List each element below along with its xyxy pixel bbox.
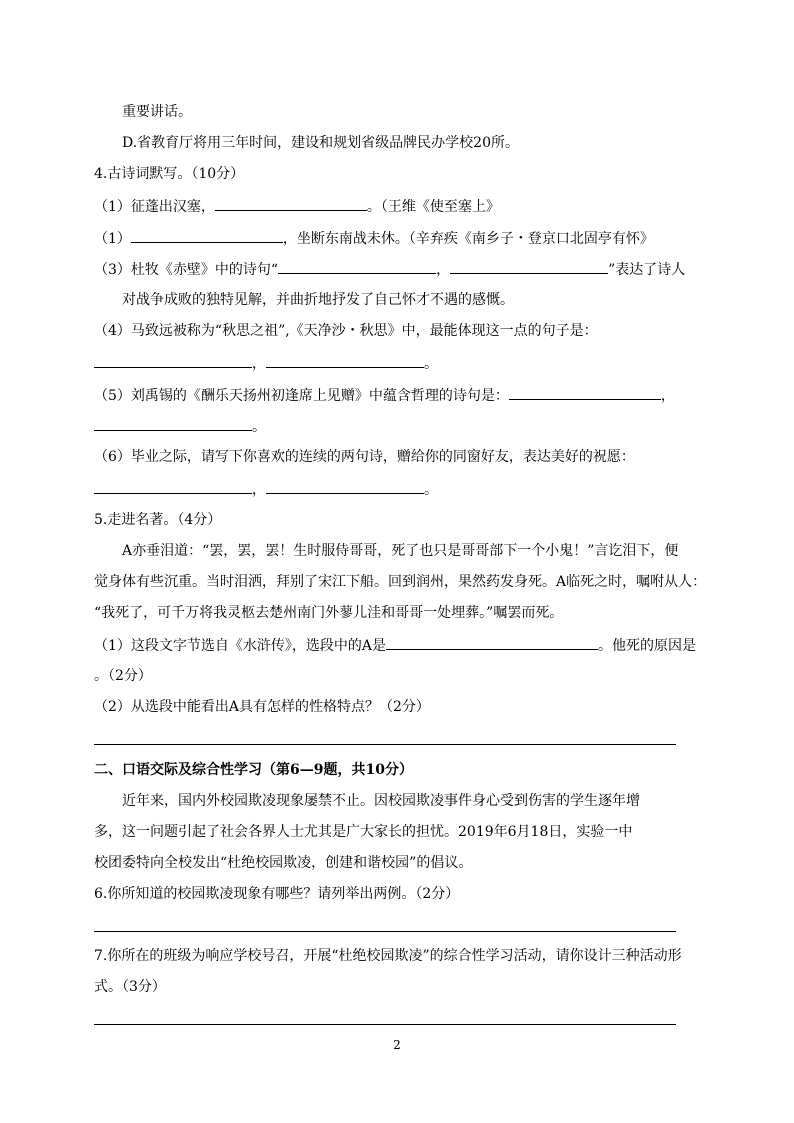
q4-item-4: （4）马致远被称为“秋思之祖”,《天净沙・秋思》中，最能体现这一点的句子是： — [94, 323, 598, 339]
q4-2-text-b: ，坐断东南战未休。（辛弃疾《南乡子・登京口北固亭有怀》 — [282, 231, 654, 247]
q4-3-continuation: 对战争成败的独特见解，并曲折地抒发了自己怀才不遇的感慨。 — [122, 292, 514, 308]
section-2-heading: 二、口语交际及综合性学习（第6—9题，共10分） — [94, 762, 413, 778]
section-2-text: 近年来，国内外校园欺凌现象屡禁不止。因校园欺凌事件身心受到伤害的学生逐年增 — [122, 793, 640, 809]
q4-3-comma: ， — [436, 262, 451, 278]
section-2-text: 多，这一问题引起了社会各界人士尤其是广大家长的担忧。2019年6月18日，实验一中 — [94, 824, 633, 840]
q4-6-answer-line — [94, 479, 704, 500]
q4-4-answer-line — [94, 353, 704, 374]
comma: ， — [252, 356, 266, 372]
q5-1-score: 。（2分） — [94, 668, 152, 684]
q4-5-answer-line — [94, 416, 704, 437]
comma: ， — [660, 388, 675, 404]
period: 。 — [424, 482, 438, 498]
q5-1-text-a: （1）这段文字节选自《水浒传》，选段中的A是 — [94, 638, 387, 654]
passage-line: 觉身体有些沉重。当时泪洒，拜别了宋江下船。回到润州，果然药发身死。A临死之时，嘱咐从人： — [94, 574, 707, 590]
answer-line[interactable] — [94, 1024, 676, 1025]
q4-item-6: （6）毕业之际，请写下你喜欢的连续的两句诗，赠给你的同窗好友，表达美好的祝愿： — [94, 449, 635, 465]
answer-blank[interactable] — [94, 353, 252, 368]
q4-2-text-a: （1） — [94, 231, 131, 247]
q4-item-2 — [94, 228, 704, 249]
question-6: 6.你所知道的校园欺凌现象有哪些？请列举出两例。（2分） — [94, 886, 460, 902]
section-2-text: 校团委特向全校发出“杜绝校园欺凌，创建和谐校园”的倡议。 — [94, 855, 473, 871]
question-4-title: 4.古诗词默写。（10分） — [94, 166, 245, 182]
q4-item-3 — [94, 259, 704, 280]
q4-5-text: （5）刘禹锡的《酬乐天扬州初逢席上见赠》中蕴含哲理的诗句是： — [94, 388, 509, 404]
q4-1-text-b: 。（王维《使至塞上》 — [366, 199, 500, 215]
passage-line: A亦垂泪道：“罢，罢，罢！生时服侍哥哥，死了也只是哥哥部下一个小鬼！”言讫泪下，便 — [122, 543, 679, 559]
answer-blank[interactable] — [131, 228, 283, 243]
q4-item-5 — [94, 385, 704, 406]
answer-blank[interactable] — [94, 416, 252, 431]
q5-item-1 — [94, 635, 704, 656]
q5-item-2: （2）从选段中能看出A具有怎样的性格特点？（2分） — [94, 699, 430, 715]
question-7: 7.你所在的班级为响应学校号召，开展“杜绝校园欺凌”的综合性学习活动，请你设计三种活动形 — [94, 948, 682, 964]
passage-line: “我死了，可千万将我灵柩去楚州南门外蓼儿洼和哥哥一处埋葬。”嘱罢而死。 — [94, 605, 564, 621]
period: 。 — [424, 356, 438, 372]
comma: ， — [252, 482, 266, 498]
answer-blank[interactable] — [278, 259, 436, 274]
period: 。 — [252, 419, 266, 435]
answer-line[interactable] — [94, 931, 676, 932]
question-5-title: 5.走进名著。（4分） — [94, 512, 222, 528]
answer-blank[interactable] — [450, 259, 608, 274]
question-7-cont: 式。（3分） — [94, 979, 166, 995]
answer-blank[interactable] — [266, 479, 424, 494]
answer-line[interactable] — [94, 744, 676, 745]
answer-blank[interactable] — [94, 479, 252, 494]
q4-3-text-c: ”表达了诗人 — [608, 262, 686, 278]
answer-blank[interactable] — [509, 385, 661, 400]
answer-blank[interactable] — [266, 353, 424, 368]
q5-1-text-b: 。他死的原因是 — [598, 638, 697, 654]
page-number: 2 — [393, 1038, 401, 1052]
text-line: 重要讲话。 — [122, 104, 192, 120]
answer-blank[interactable] — [215, 196, 367, 211]
option-d: D.省教育厅将用三年时间，建设和规划省级品牌民办学校20所。 — [122, 135, 519, 151]
q4-item-1 — [94, 196, 704, 217]
q4-3-text-a: （3）杜牧《赤壁》中的诗句“ — [94, 262, 279, 278]
answer-blank[interactable] — [386, 635, 598, 650]
q4-1-text-a: （1）征蓬出汉塞， — [94, 199, 215, 215]
